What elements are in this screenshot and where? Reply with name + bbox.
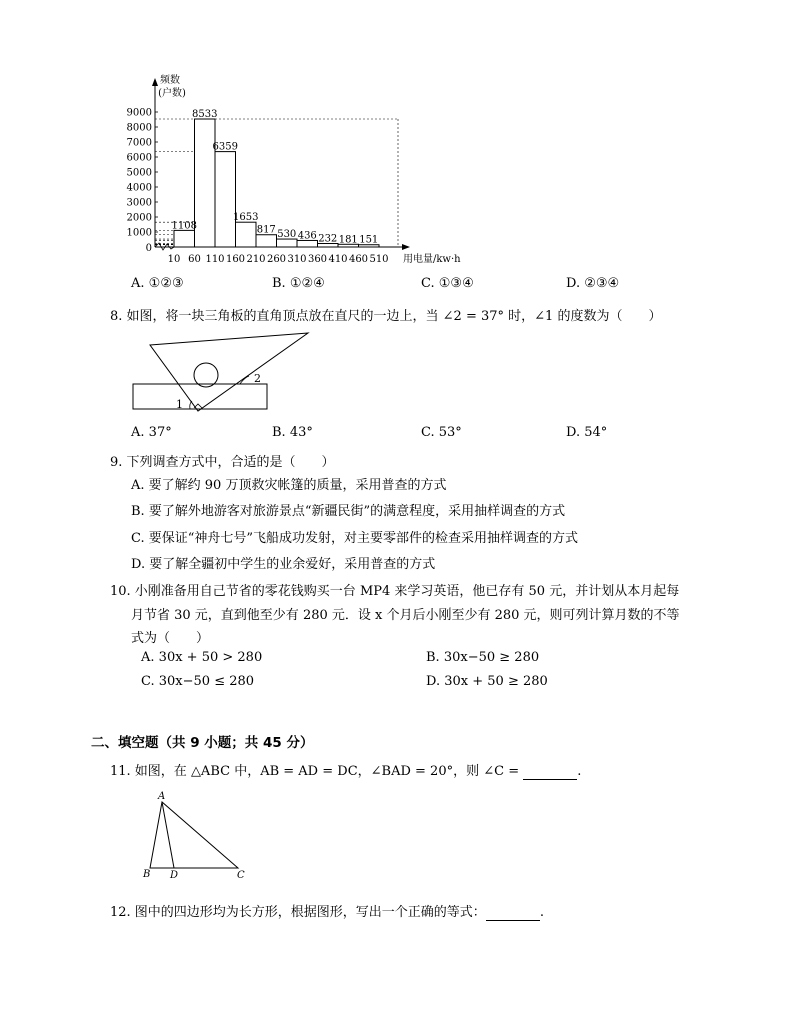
q12-answer-blank[interactable] — [486, 905, 540, 921]
q8-option-d[interactable]: D. 54° — [566, 425, 608, 440]
triangle-abc — [150, 802, 238, 868]
q10-option-d[interactable]: D. 30x + 50 ≥ 280 — [426, 674, 548, 689]
x-axis-arrow — [402, 244, 410, 250]
y-tick-label: 4000 — [126, 182, 152, 194]
y-tick-label: 8000 — [126, 122, 152, 134]
y-tick-label: 0 — [145, 243, 152, 254]
q11-stem: 11. 如图，在 △ABC 中，AB = AD = DC，∠BAD = 20°，则 ∠C = . — [110, 764, 582, 779]
q12-stem: 12. 图中的四边形均为长方形，根据图形，写出一个正确的等式： . — [110, 905, 544, 920]
bar-value-label: 436 — [297, 230, 317, 242]
bar-value-label: 151 — [359, 234, 379, 246]
point-d-label: D — [170, 870, 179, 881]
x-tick-label: 360 — [307, 254, 328, 265]
y-tick-label: 5000 — [126, 167, 152, 179]
q10-stem-line3: 式为（ ） — [131, 631, 210, 646]
vertex-b-label: B — [143, 869, 151, 880]
angle-2-label: 2 — [254, 372, 261, 385]
bar-value-label: 1653 — [233, 212, 259, 224]
x-tick-label: 260 — [266, 254, 287, 265]
bar-value-label: 6359 — [212, 141, 238, 153]
q9-option-a[interactable]: A. 要了解约 90 万顶救灾帐篷的质量，采用普查的方式 — [131, 478, 447, 493]
q8-figure-ruler-triangle — [128, 330, 313, 415]
ruler — [133, 384, 267, 409]
x-axis-label: 用电量/kw·h — [403, 254, 461, 265]
y-tick-label: 2000 — [126, 212, 152, 224]
q7-option-c[interactable]: C. ①③④ — [421, 276, 474, 291]
triangle-hole — [194, 363, 218, 387]
histogram-bar — [215, 152, 236, 247]
q10-stem-line1: 10. 小刚准备用自己节省的零花钱购买一台 MP4 来学习英语，他已存有 50 元，并计划从本月起每 — [110, 584, 680, 599]
q10-option-b[interactable]: B. 30x−50 ≥ 280 — [426, 650, 540, 665]
x-tick-label: 10 — [167, 254, 181, 265]
segment-ad — [162, 802, 174, 868]
histogram-bar — [195, 119, 216, 247]
x-tick-label: 310 — [287, 254, 307, 265]
histogram-bar — [174, 230, 195, 247]
bar-value-label: 817 — [256, 224, 276, 236]
q9-option-b[interactable]: B. 要了解外地游客对旅游景点“新疆民街”的满意程度，采用抽样调查的方式 — [131, 504, 566, 519]
q10-stem-line2: 月节省 30 元，直到他至少有 280 元．设 x 个月后小刚至少有 280 元，则可列计算月数的不等 — [131, 608, 680, 623]
vertex-c-label: C — [237, 870, 245, 881]
x-tick-label: 410 — [328, 254, 348, 265]
y-axis-label-line2: (户数) — [158, 88, 186, 99]
q7-option-b[interactable]: B. ①②④ — [272, 276, 325, 291]
y-axis-arrow — [152, 78, 158, 86]
histogram-bar — [277, 239, 298, 247]
triangle-plate — [150, 333, 308, 411]
x-tick-label: 210 — [246, 254, 266, 265]
x-tick-label: 160 — [225, 254, 246, 265]
q8-option-c[interactable]: C. 53° — [421, 425, 462, 440]
bar-value-label: 232 — [318, 233, 338, 245]
histogram-bar — [256, 235, 277, 247]
q7-option-a[interactable]: A. ①②③ — [131, 276, 184, 291]
x-tick-label: 510 — [369, 254, 389, 265]
angle-1-label: 1 — [176, 398, 183, 411]
y-tick-label: 1000 — [126, 227, 152, 239]
q11-answer-blank[interactable] — [523, 764, 577, 780]
q7-option-d[interactable]: D. ②③④ — [566, 276, 620, 291]
section-title: 二、填空题（共 9 小题；共 45 分） — [91, 735, 314, 751]
y-tick-label: 7000 — [126, 137, 152, 149]
histogram-bar — [236, 222, 257, 247]
q10-option-c[interactable]: C. 30x−50 ≤ 280 — [141, 674, 255, 689]
y-tick-label: 3000 — [126, 197, 152, 209]
bar-value-label: 181 — [338, 234, 358, 246]
x-tick-label: 460 — [348, 254, 369, 265]
y-axis-label-line1: 频数 — [160, 75, 180, 86]
histogram-chart — [110, 62, 461, 272]
y-tick-label: 6000 — [126, 152, 152, 164]
q11-triangle-figure — [140, 788, 252, 883]
y-tick-label: 9000 — [126, 107, 152, 119]
bar-value-label: 8533 — [192, 109, 218, 121]
q8-option-b[interactable]: B. 43° — [272, 425, 313, 440]
vertex-a-label: A — [158, 791, 166, 802]
x-tick-label: 110 — [205, 254, 225, 265]
q9-stem: 9. 下列调查方式中，合适的是（ ） — [110, 455, 335, 470]
q8-option-a[interactable]: A. 37° — [131, 425, 172, 440]
q8-stem: 8. 如图，将一块三角板的直角顶点放在直尺的一边上，当 ∠2 = 37° 时，∠1 的度数为（ ） — [110, 309, 662, 324]
q10-option-a[interactable]: A. 30x + 50 > 280 — [141, 650, 263, 665]
q9-option-d[interactable]: D. 要了解全疆初中学生的业余爱好，采用普查的方式 — [131, 557, 436, 572]
bar-value-label: 530 — [277, 229, 297, 241]
q9-option-c[interactable]: C. 要保证“神舟七号”飞船成功发射，对主要零部件的检查采用抽样调查的方式 — [131, 531, 579, 546]
x-tick-label: 60 — [188, 254, 201, 265]
bar-value-label: 1108 — [171, 220, 197, 232]
